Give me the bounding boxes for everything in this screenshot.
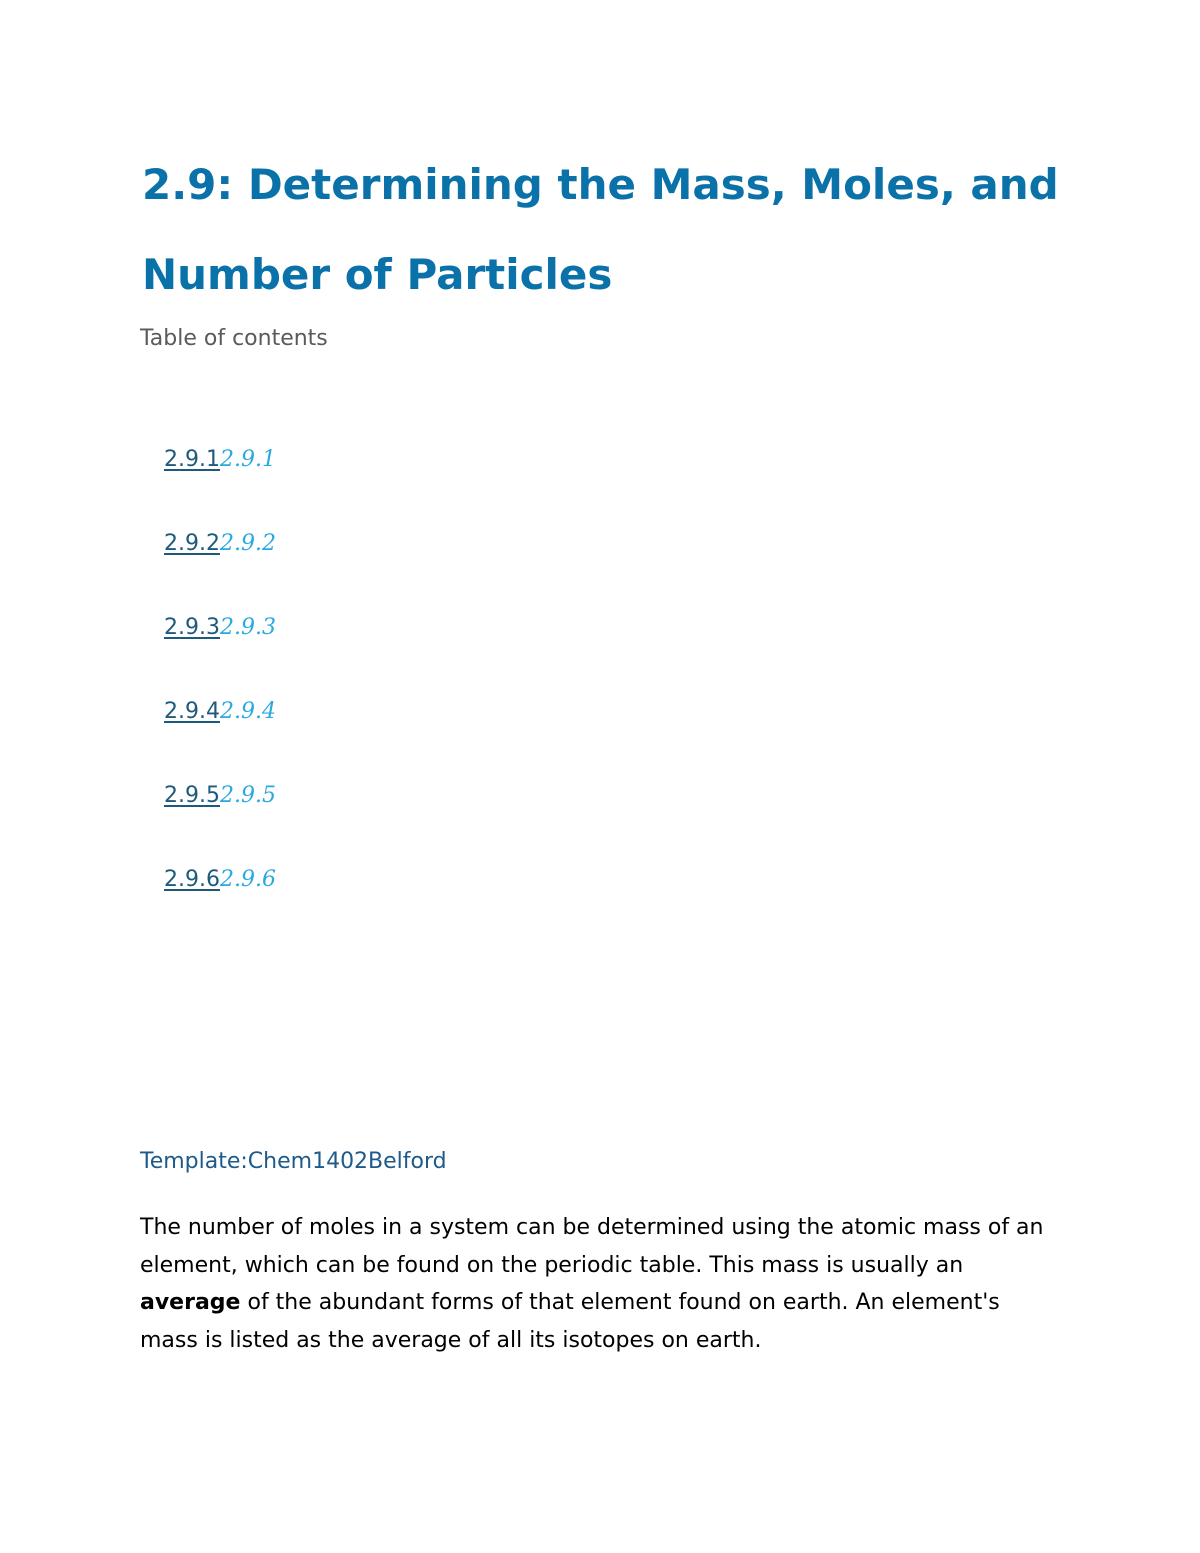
paragraph-text-end: of the abundant forms of that element found on earth. An element's mass is listed as the average of all its isotopes on earth. — [140, 1290, 1000, 1353]
toc-link-2-9-6[interactable]: 2.9.6 — [164, 867, 220, 892]
toc-math-label: 2.9.2 — [219, 531, 276, 556]
toc-link-2-9-5[interactable]: 2.9.5 — [164, 783, 220, 808]
toc-math-label: 2.9.4 — [219, 699, 276, 724]
toc-item — [164, 696, 276, 780]
toc-math-label: 2.9.6 — [219, 867, 276, 892]
toc-math-label: 2.9.1 — [219, 447, 276, 472]
toc-item — [164, 780, 276, 864]
page-title: 2.9: Determining the Mass, Moles, and Number of Particles — [142, 160, 1059, 299]
body-paragraph — [140, 1209, 1060, 1359]
toc-item — [164, 864, 276, 948]
table-of-contents — [164, 444, 276, 948]
paragraph-text-start: The number of moles in a system can be determined using the atomic mass of an element, which can be found on the periodic table. This mass is usually an — [140, 1215, 1044, 1278]
toc-math-label: 2.9.5 — [219, 783, 276, 808]
toc-item — [164, 612, 276, 696]
template-link[interactable]: Template:Chem1402Belford — [140, 1149, 447, 1174]
toc-heading: Table of contents — [140, 326, 328, 351]
paragraph-bold-term: average — [140, 1290, 241, 1315]
toc-link-2-9-2[interactable]: 2.9.2 — [164, 531, 220, 556]
toc-link-2-9-4[interactable]: 2.9.4 — [164, 699, 220, 724]
toc-math-label: 2.9.3 — [219, 615, 276, 640]
toc-link-2-9-3[interactable]: 2.9.3 — [164, 615, 220, 640]
toc-item — [164, 528, 276, 612]
toc-link-2-9-1[interactable]: 2.9.1 — [164, 447, 220, 472]
toc-item — [164, 444, 276, 528]
